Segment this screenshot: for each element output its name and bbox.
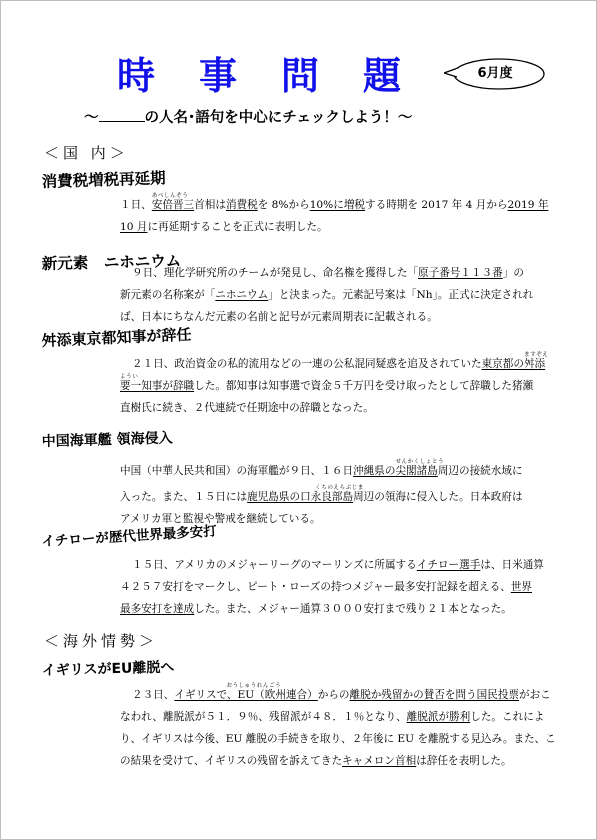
article-headline: イチローが歴代世界最多安打 (41, 523, 218, 550)
keyword: キャメロン首相 (342, 755, 417, 767)
ruby-text: ますぞえ (523, 352, 549, 358)
keyword: イチロー選手 (416, 559, 481, 571)
ruby-text: あべしんぞう (151, 193, 189, 199)
title-char: 問 (281, 54, 320, 98)
keyword: 離脱か残留かの賛否を問う国民投票 (349, 689, 520, 701)
article-headline: 新元素 ニホニウム (41, 252, 182, 274)
month-badge-label: 6月度 (477, 66, 513, 81)
month-badge (444, 57, 546, 91)
keyword: 沖縄県の (353, 465, 396, 477)
keyword: 10 月 (120, 221, 148, 233)
keyword: 世界 (510, 581, 532, 593)
keyword: 2019 年 (507, 199, 549, 211)
ruby-text: せんかくしょとう (395, 459, 445, 465)
ruby-text: くちのえらぶじま (315, 485, 364, 491)
article-headline: 消費税増税再延期 (41, 169, 166, 192)
article-body: ２３日、イギリスで、EU（欧州連合） おうしゅうれんごう からの離脱か残留かの賛否を問う国民投票がおこ なわれ、離脱派が５１．９％、残留派が４８．１％となり、離脱派が勝利した。これによ り、イギリスは今後、EU 離脱の手続きを取り、２年後に EU を離脱する見込み。また、こ の結果を受けて、イギリスの残留を訴えてきたキャメロン首相は辞任を表明した。 (120, 684, 556, 772)
keyword: ニホニウム (215, 289, 269, 301)
keyword: 東京都の (481, 358, 524, 370)
article-body: ９日、理化学研究所のチームが発見し、命名権を獲得した「原子番号１１３番」の 新元素の名称案が「ニホニウム」と決まった。元素記号案は「Nh」。正式に決定されれ ば、日本にちなんだ元素の名前と記号が元素周期表に記載される。 (120, 267, 534, 323)
article-body: １５日、アメリカのメジャーリーグのマーリンズに所属するイチロー選手は、日米通算 ４２５７安打をマークし、ピート・ローズの持つメジャー最多安打記録を超える、世界 最多安打を達成した。また、メジャー通算３０００安打まで残り２１本となった。 (120, 559, 544, 615)
keyword: 離脱派が勝利 (406, 711, 471, 723)
article-body: 中国（中華人民共和国）の海軍艦が９日、１６日沖縄県の尖閣諸島 せんかくしょとう 周辺の接続水域に 入った。また、１５日には鹿児島県の口永良部島 くちのえらぶじま 周辺の領海に侵入した。日本政府は アメリカ軍と監視や警戒を継続している。 (120, 460, 556, 530)
keyword: 10%に増税 (309, 199, 366, 211)
section-overseas: ＜海外情勢＞ (44, 632, 159, 650)
ruby-text: おうしゅうれんごう (226, 683, 282, 689)
ruby-word: 安倍晋三 あべしんぞう (152, 194, 194, 216)
keyword: 知事が辞職 (141, 380, 195, 392)
subtitle-suffix: の人名･語句を中心にチェックしよう！～ (144, 110, 413, 126)
keyword: 消費税 (225, 199, 258, 211)
title-char: 題 (363, 54, 402, 98)
ruby-word: イギリスで、EU（欧州連合） おうしゅうれんごう (174, 684, 317, 706)
article-headline: 舛添東京都知事が辞任 (41, 325, 192, 351)
article-body: ２１日、政治資金の私的流用などの一連の公私混同疑惑を追及されていた東京都の舛添 ますぞえ 要一 ようい 知事が辞職した。都知事は知事選で資金５千万円を受け取ったとして辞職した猪瀬 直樹氏に続き、２代連続で任期途中の辞職となった。 (120, 353, 556, 419)
keyword: 最多安打を達成 (120, 603, 195, 615)
title-char: 時 (117, 54, 156, 98)
ruby-word: 尖閣諸島 せんかくしょとう (395, 460, 437, 482)
subtitle-prefix: ～ (84, 110, 99, 126)
fill-in-blank (99, 108, 145, 122)
title-char: 事 (199, 54, 238, 98)
article-body: １日、安倍晋三 あべしんぞう 首相は消費税を 8%から10%に増税する時期を 2017 年 4 月から2019 年 10 月に再延期することを正式に表明した。 (120, 194, 556, 238)
section-domestic: ＜国 内＞ (44, 144, 129, 162)
ruby-word: 舛添 ますぞえ (524, 353, 545, 375)
ruby-word: 鹿児島県の口永良部島 くちのえらぶじま (247, 486, 353, 508)
page-subtitle (84, 106, 412, 127)
keyword: 原子番号１１３番 (418, 267, 503, 279)
ruby-text: ようい (120, 374, 139, 380)
article-headline: 中国海軍艦 領海侵入 (41, 430, 173, 451)
ruby-word: 要一 ようい (120, 375, 141, 397)
article-headline: イギリスがEU離脱へ (41, 659, 175, 680)
